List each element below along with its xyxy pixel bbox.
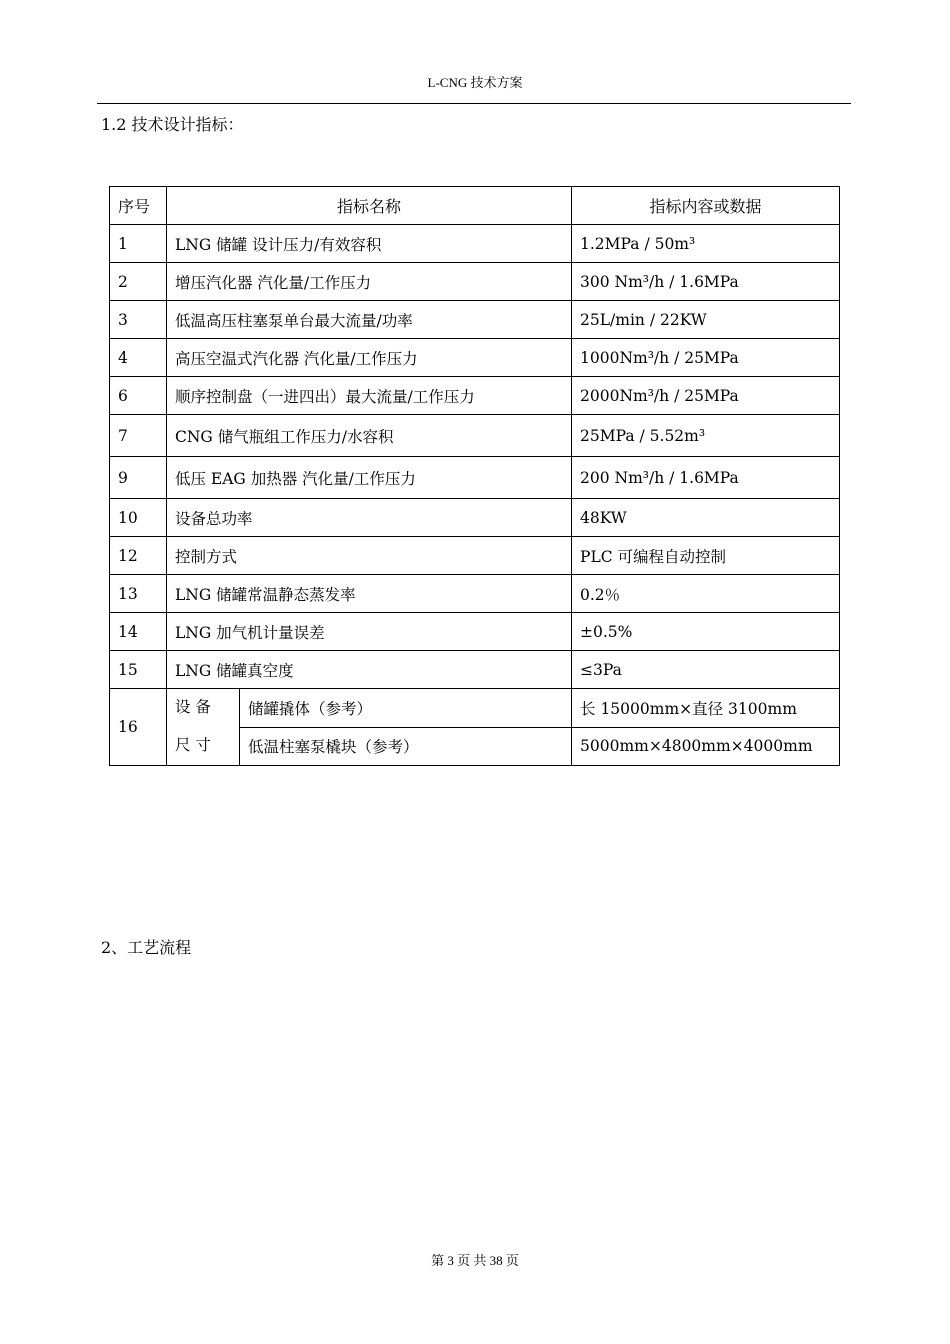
table-header-row	[110, 187, 840, 225]
table-row	[110, 499, 840, 537]
row-no: 15	[110, 651, 167, 689]
row-value: PLC 可编程自动控制	[572, 537, 840, 575]
row-name: 低温柱塞泵橇块（参考）	[240, 727, 572, 766]
row-value: 0.2％	[572, 575, 840, 613]
row-value: 5000mm×4800mm×4000mm	[572, 727, 840, 766]
row-name: 顺序控制盘（一进四出）最大流量/工作压力	[167, 377, 572, 415]
table-row	[110, 651, 840, 689]
table-row	[110, 263, 840, 301]
row-value: 1.2MPa / 50m³	[572, 225, 840, 263]
row-name: 低温高压柱塞泵单台最大流量/功率	[167, 301, 572, 339]
row-name: 控制方式	[167, 537, 572, 575]
page-number: 第 3 页 共 38 页	[431, 1253, 519, 1268]
row-no: 1	[110, 225, 167, 263]
row-value: 25L/min / 22KW	[572, 301, 840, 339]
row-value: 25MPa / 5.52m³	[572, 415, 840, 457]
running-header: L-CNG 技术方案	[427, 75, 523, 90]
row-value: 2000Nm³/h / 25MPa	[572, 377, 840, 415]
row-value: ≤3Pa	[572, 651, 840, 689]
table-row	[110, 377, 840, 415]
table-row	[110, 457, 840, 499]
row-name: 增压汽化器 汽化量/工作压力	[167, 263, 572, 301]
row-value: 1000Nm³/h / 25MPa	[572, 339, 840, 377]
row-name: LNG 储罐常温静态蒸发率	[167, 575, 572, 613]
table-row	[110, 689, 840, 728]
row-no: 12	[110, 537, 167, 575]
header-divider	[97, 103, 851, 104]
table-row	[110, 225, 840, 263]
header-cell-name: 指标名称	[167, 187, 572, 225]
row-value: 48KW	[572, 499, 840, 537]
row-name: CNG 储气瓶组工作压力/水容积	[167, 415, 572, 457]
row-no: 10	[110, 499, 167, 537]
row-no: 7	[110, 415, 167, 457]
table-row	[110, 575, 840, 613]
row-name: 低压 EAG 加热器 汽化量/工作压力	[167, 457, 572, 499]
header-cell-no: 序号	[110, 187, 167, 225]
row-no: 2	[110, 263, 167, 301]
row-name: 设备总功率	[167, 499, 572, 537]
group-label-line1: 设 备	[175, 698, 211, 716]
header-cell-value: 指标内容或数据	[572, 187, 840, 225]
section-heading-design-specs: 1.2 技术设计指标：	[101, 115, 244, 134]
section-heading-process-flow: 2、工艺流程	[101, 938, 192, 957]
row-name: 储罐撬体（参考）	[240, 689, 572, 728]
row-no: 9	[110, 457, 167, 499]
row-no: 6	[110, 377, 167, 415]
spec-table	[109, 186, 840, 766]
table-row	[110, 613, 840, 651]
group-label-line2: 尺 寸	[175, 736, 211, 754]
row-no: 3	[110, 301, 167, 339]
table-row	[110, 301, 840, 339]
table-row	[110, 415, 840, 457]
equipment-size-group-cell	[167, 689, 240, 766]
row-no: 13	[110, 575, 167, 613]
row-value: 300 Nm³/h / 1.6MPa	[572, 263, 840, 301]
row-value: 长 15000mm×直径 3100mm	[572, 689, 840, 728]
table-row	[110, 339, 840, 377]
table-row	[110, 537, 840, 575]
row-name: LNG 储罐真空度	[167, 651, 572, 689]
row-no: 4	[110, 339, 167, 377]
row-name: 高压空温式汽化器 汽化量/工作压力	[167, 339, 572, 377]
row-value: 200 Nm³/h / 1.6MPa	[572, 457, 840, 499]
row-name: LNG 加气机计量误差	[167, 613, 572, 651]
row-no: 16	[110, 689, 167, 766]
row-name: LNG 储罐 设计压力/有效容积	[167, 225, 572, 263]
row-value: ±0.5%	[572, 613, 840, 651]
row-no: 14	[110, 613, 167, 651]
